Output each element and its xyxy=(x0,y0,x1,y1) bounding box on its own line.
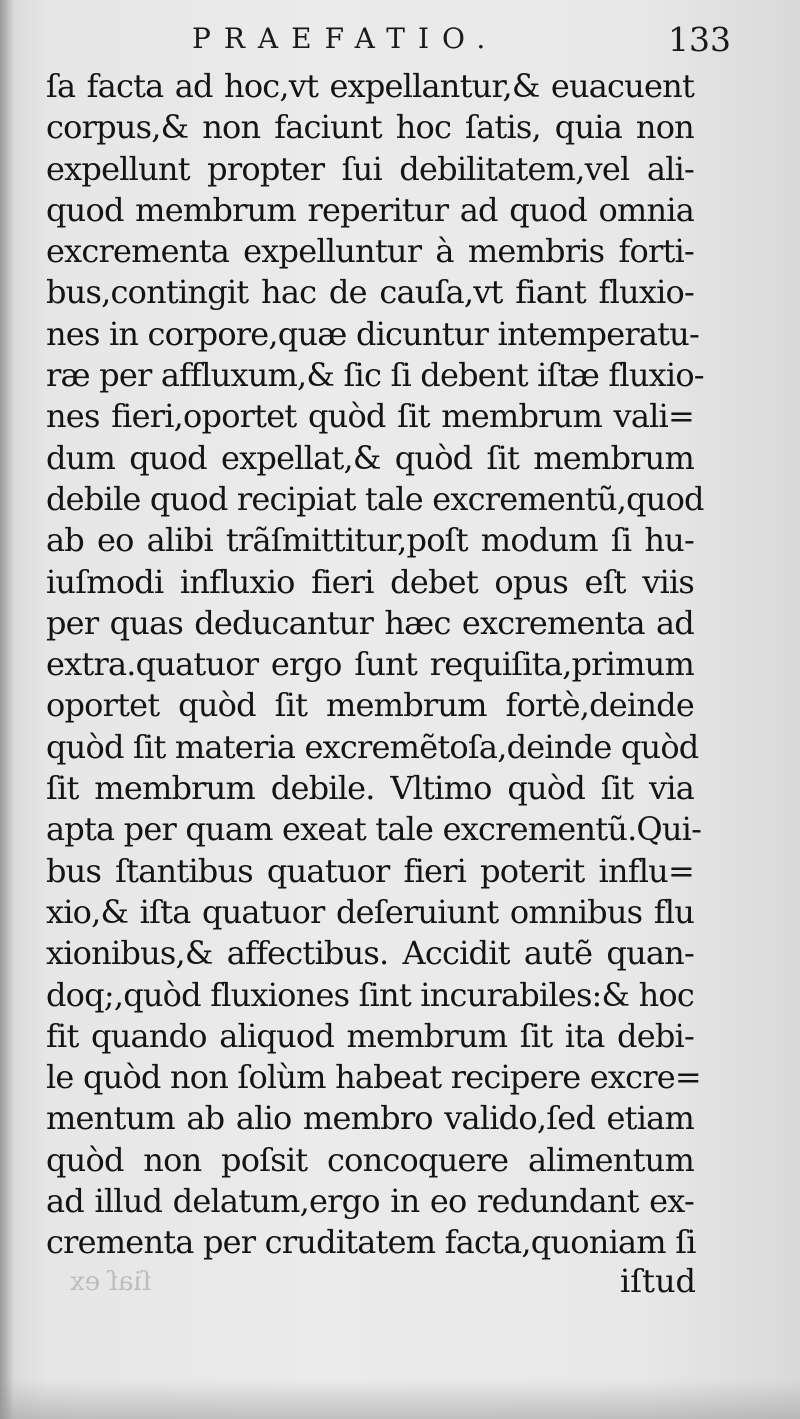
text-line: bus ſtantibus quatuor fieri poterit influ= xyxy=(46,851,694,890)
text-line: expellunt propter ſui debilitatem,vel ali- xyxy=(46,149,694,188)
text-block xyxy=(46,66,746,1264)
text-line: nes in corpore,quæ dicuntur intemperatu- xyxy=(46,314,700,353)
text-line: xio,& iſta quatuor deſeruiunt omnibus flu xyxy=(46,892,694,931)
page-number: 133 xyxy=(668,20,731,59)
text-line: quòd ſit materia excremẽtoſa,deinde quòd xyxy=(46,727,699,766)
text-line: excrementa expelluntur à membris forti- xyxy=(46,232,694,271)
text-line: ſa facta ad hoc,vt expellantur,& euacuent xyxy=(46,67,694,105)
bottom-shadow xyxy=(0,1379,800,1419)
text-line: corpus,& non faciunt hoc ſatis, quia non xyxy=(46,108,694,147)
text-line: fit quando aliquod membrum ſit ita debi- xyxy=(46,1016,694,1055)
gutter-shadow xyxy=(0,0,14,1419)
text-line: quòd non poſsit concoquere alimentum xyxy=(46,1140,694,1179)
text-line: per quas deducantur hæc excrementa ad xyxy=(46,603,694,642)
text-line: apta per quam exeat tale excrementũ.Qui- xyxy=(46,810,702,849)
text-line: quod membrum reperitur ad quod omnia xyxy=(46,190,694,229)
text-line: iuſmodi influxio fieri debet opus eſt viis xyxy=(46,562,694,601)
text-line: dum quod expellat,& quòd ſit membrum xyxy=(46,438,694,477)
text-line: mentum ab alio membro valido,ſed etiam xyxy=(46,1099,694,1138)
text-line: crementa per cruditatem facta,quoniam ſi xyxy=(46,1223,696,1262)
text-line: doq;,quòd fluxiones ſint incurabiles:& hoc xyxy=(46,975,694,1014)
page-header xyxy=(0,22,800,62)
bleed-through-text: ſiaſ ex xyxy=(70,1267,152,1297)
text-line: oportet quòd ſit membrum fortè,deinde xyxy=(46,686,694,725)
text-line: extra.quatuor ergo ſunt requiſita,primum xyxy=(46,645,694,684)
text-line: le quòd non ſolùm habeat recipere excre= xyxy=(46,1058,701,1097)
text-line: ad illud delatum,ergo in eo redundant ex- xyxy=(46,1182,694,1221)
text-line: xionibus,& affectibus. Accidit autẽ quan- xyxy=(46,934,694,973)
text-line: bus,contingit hac de cauſa,vt fiant fluxio- xyxy=(46,273,694,312)
text-line: ſit membrum debile. Vltimo quòd ſit via xyxy=(46,769,694,808)
text-line: ræ per affluxum,& ſic ſi debent iſtæ fluxio- xyxy=(46,356,704,395)
running-head: PRAEFATIO. xyxy=(192,22,499,55)
text-line: debile quod recipiat tale excrementũ,quod xyxy=(46,479,704,518)
catchword: iſtud xyxy=(620,1262,697,1300)
text-line: nes fieri,oportet quòd ſit membrum vali= xyxy=(46,397,694,436)
text-line: ab eo alibi trãſmittitur,poſt modum ſi hu- xyxy=(46,521,694,560)
